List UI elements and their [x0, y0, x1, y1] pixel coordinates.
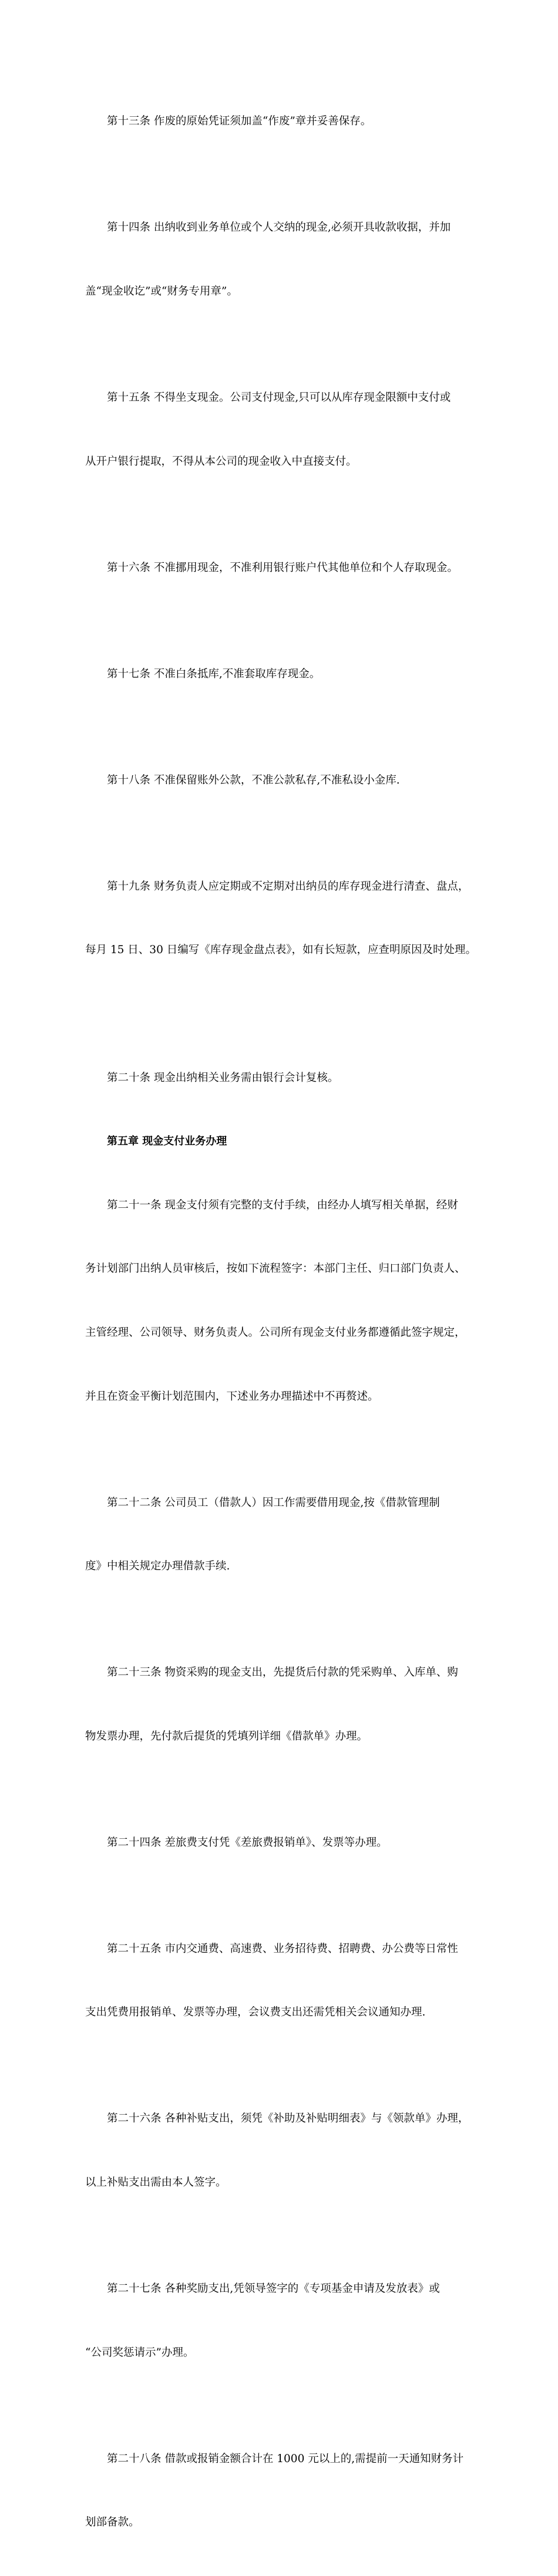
article-line: 第十四条 出纳收到业务单位或个人交纳的现金,必须开具收款收据，并加: [107, 221, 451, 234]
article-16: [85, 515, 478, 621]
article-line: 支出凭费用报销单、发票等办理，会议费支出还需凭相关会议通知办理.: [85, 2006, 426, 2019]
article-line: 第二十二条 公司员工（借款人）因工作需要借用现金,按《借款管理制: [107, 1496, 440, 1509]
article-23: [85, 1620, 478, 1790]
article-line: “公司奖惩请示”办理。: [85, 2346, 194, 2359]
article-line: 并且在资金平衡计划范围内，下述业务办理描述中不再赘述。: [85, 1390, 379, 1403]
article-15: [85, 345, 478, 515]
article-24: [85, 1790, 478, 1896]
article-line: 从开户银行提取，不得从本公司的现金收入中直接支付。: [85, 455, 357, 468]
article-18: [85, 727, 478, 833]
article-27: [85, 2236, 478, 2406]
article-line: 第二十六条 各种补贴支出，须凭《补助及补贴明细表》与《领款单》办理，: [107, 2112, 469, 2125]
article-line: 盖“现金收讫”或“财务专用章”。: [85, 285, 238, 298]
article-line: 第二十八条 借款或报销金额合计在 1000 元以上的,需提前一天通知财务计: [107, 2452, 464, 2465]
article-13: [85, 69, 478, 175]
document-body: [85, 69, 478, 2576]
article-25: [85, 1896, 478, 2066]
article-line: 第二十四条 差旅费支付凭《差旅费报销单》、发票等办理。: [107, 1836, 388, 1849]
article-19: [85, 833, 478, 1004]
article-line: 第二十条 现金出纳相关业务需由银行会计复核。: [107, 1071, 339, 1084]
article-line: 第十六条 不准挪用现金，不准利用银行账户代其他单位和个人存取现金。: [107, 561, 458, 574]
article-line: 物发票办理，先付款后提货的凭填列详细《借款单》办理。: [85, 1730, 368, 1743]
article-line: 第十三条 作废的原始凭证须加盖“作废”章并妥善保存。: [107, 115, 372, 128]
article-26: [85, 2066, 478, 2236]
article-line: 第十九条 财务负责人应定期或不定期对出纳员的库存现金进行清查、盘点，: [107, 880, 469, 893]
article-line: 第二十七条 各种奖励支出,凭领导签字的《专项基金申请及发放表》或: [107, 2283, 440, 2295]
article-line: 第二十三条 物资采购的现金支出，先提货后付款的凭采购单、入库单、购: [107, 1666, 458, 1679]
article-line: 第十七条 不准白条抵库,不准套取库存现金。: [107, 667, 321, 680]
article-line: 第二十五条 市内交通费、高速费、业务招待费、招聘费、办公费等日常性: [107, 1942, 458, 1955]
article-line: 务计划部门出纳人员审核后，按如下流程签字：本部门主任、归口部门负责人、: [85, 1262, 466, 1275]
article-20: [85, 1025, 478, 1131]
article-line: 度》中相关规定办理借款手续.: [85, 1560, 230, 1573]
article-line: 第十八条 不准保留账外公款，不准公款私存,不准私设小金库.: [107, 774, 400, 786]
article-21: [85, 1152, 478, 1450]
article-line: 主管经理、公司领导、财务负责人。公司所有现金支付业务都遵循此签字规定，: [85, 1326, 466, 1339]
chapter-heading: 第五章 现金支付业务办理: [107, 1135, 227, 1148]
article-28: [85, 2406, 478, 2576]
article-14: [85, 175, 478, 345]
article-line: 以上补贴支出需由本人签字。: [85, 2176, 227, 2189]
article-line: 第十五条 不得坐支现金。公司支付现金,只可以从库存现金限额中支付或: [107, 391, 451, 404]
article-line: 第二十一条 现金支付须有完整的支付手续，由经办人填写相关单据，经财: [107, 1198, 458, 1211]
article-line: 每月 15 日、30 日编写《库存现金盘点表》，如有长短款，应查明原因及时处理。: [85, 944, 476, 957]
article-17: [85, 621, 478, 727]
blank-line: [85, 1004, 478, 1025]
article-line: 划部备款。: [85, 2516, 140, 2529]
article-22: [85, 1450, 478, 1620]
